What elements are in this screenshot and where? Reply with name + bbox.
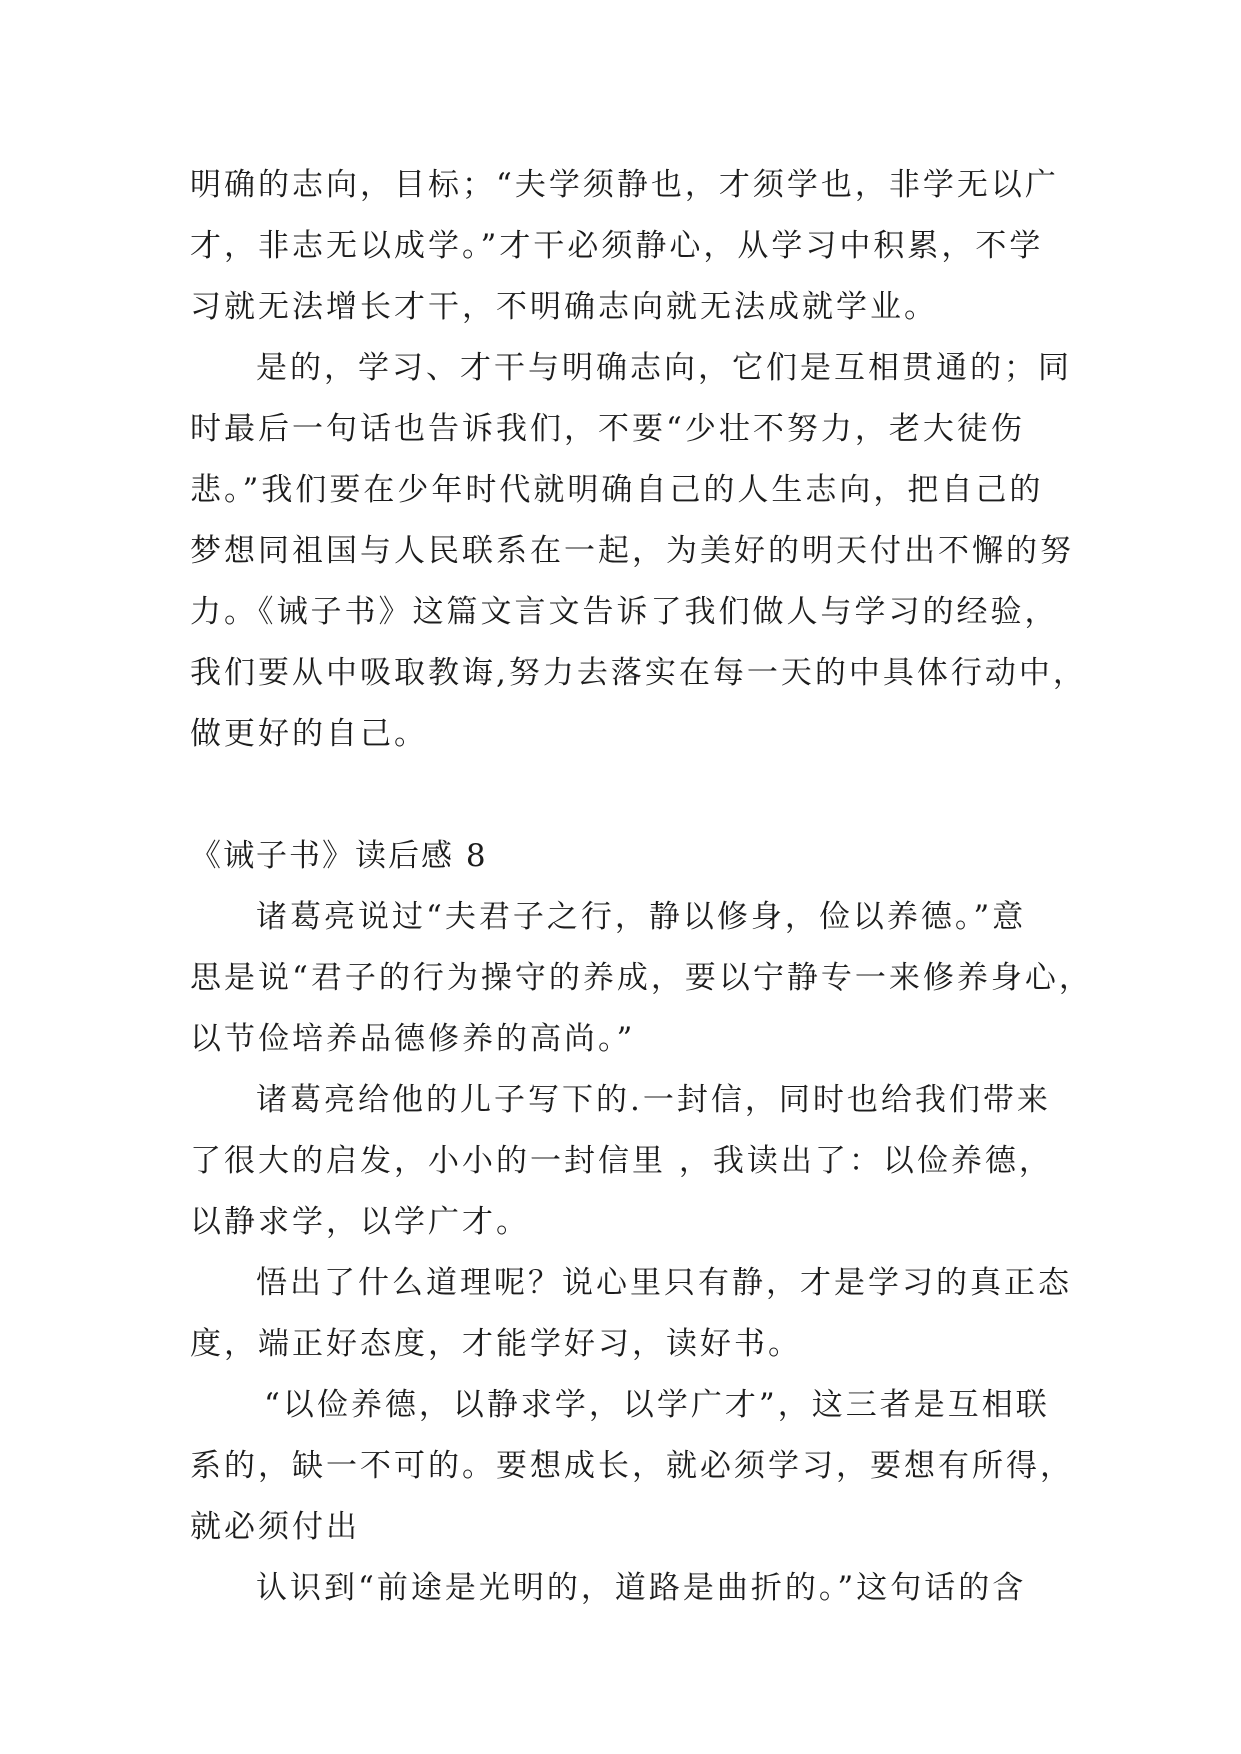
essay-body [190, 155, 1093, 1619]
paragraph-start-line: 诸葛亮说过“夫君子之行，静以修身，俭以养德。”意 [256, 899, 1027, 935]
paragraph-start-line: 认识到“前途是光明的，道路是曲折的。”这句话的含 [256, 1570, 1027, 1606]
text-line: 习就无法增长才干，不明确志向就无法成就学业。 [190, 289, 938, 325]
text-line: 明确的志向，目标；“夫学须静也，才须学也，非学无以广 [190, 167, 1059, 203]
text-line: 时最后一句话也告诉我们，不要“少壮不努力，老大徒伤 [190, 411, 1025, 447]
paragraph-start-line: 诸葛亮给他的儿子写下的.一封信，同时也给我们带来 [256, 1082, 1051, 1118]
text-line: 度，端正好态度，才能学好习，读好书。 [190, 1326, 802, 1362]
text-line: 就必须付出 [190, 1509, 360, 1545]
text-line: 做更好的自己。 [190, 716, 428, 752]
text-line: 以节俭培养品德修养的高尚。” [190, 1021, 636, 1057]
text-line: 系的，缺一不可的。要想成长，就必须学习，要想有所得， [190, 1448, 1074, 1484]
text-line: 以静求学，以学广才。 [190, 1204, 530, 1240]
text-line: 力。《诫子书》这篇文言文告诉了我们做人与学习的经验， [190, 594, 1059, 630]
text-line: 悲。”我们要在少年时代就明确自己的人生志向，把自己的 [190, 472, 1044, 508]
text-line: 思是说“君子的行为操守的养成，要以宁静专一来修养身心， [190, 960, 1093, 996]
paragraph-start-line: “以俭养德，以静求学，以学广才”，这三者是互相联 [264, 1387, 1050, 1423]
section-heading: 《诫子书》读后感 8 [190, 838, 488, 874]
paragraph-start-line: 是的，学习、才干与明确志向，它们是互相贯通的；同 [256, 350, 1072, 386]
text-line: 我们要从中吸取教诲,努力去落实在每一天的中具体行动中， [190, 655, 1087, 691]
text-line: 梦想同祖国与人民联系在一起，为美好的明天付出不懈的努 [190, 533, 1074, 569]
section-gap [190, 765, 1070, 826]
paragraph-start-line: 悟出了什么道理呢？说心里只有静，才是学习的真正态 [256, 1265, 1072, 1301]
text-line: 才，非志无以成学。”才干必须静心，从学习中积累，不学 [190, 228, 1044, 264]
text-line: 了很大的启发，小小的一封信里 ，我读出了：以俭养德， [190, 1143, 1053, 1179]
